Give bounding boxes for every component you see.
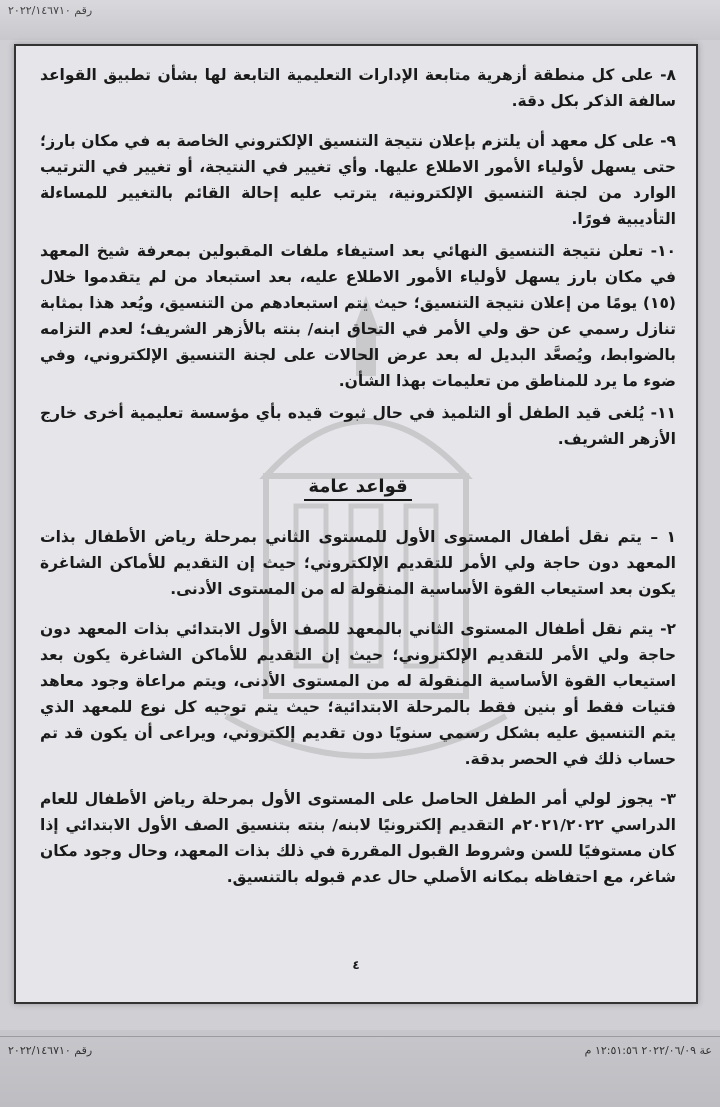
document-page [14, 44, 698, 1004]
general-rule-2: ٢- يتم نقل أطفال المستوى الثاني بالمعهد للصف الأول الابتدائي بذات المعهد دون حاجة ولي الأمر للتقديم الإلكتروني؛ حيث إن التقديم للأماكن الشاغرة يكون بعد استيعاب القوة الأساسية المنقولة له من المستوى الأدنى، ويتم مراعاة وجود معاهد فتيات فقط أو بنين فقط بالمرحلة الابتدائية؛ حيث يتم توجيه كل نوع للمعهد الذي يتم التنسيق عليه بشكل رسمي سنويًا دون تقديم إلكتروني، ويراعى أن يكون قد تم حساب ذلك في الحصر بدقة. [40, 620, 676, 768]
clause-10: ١٠- تعلن نتيجة التنسيق النهائي بعد استيفاء ملفات المقبولين بمعرفة شيخ المعهد في مكان بارز يسهل لأولياء الأمور الاطلاع عليه، بعد استبعاد من لم يتقدموا خلال (١٥) يومًا من إعلان نتيجة التنسيق؛ حيث يتم استبعادهم من التنسيق، ويُعد هذا بمثابة تنازل رسمي عن حق ولي الأمر في التحاق ابنه/ بنته بالأزهر الشريف؛ لعدم التزامه بالضوابط، ويُصعَّد البديل له بعد عرض الحالات على لجنة التنسيق الإلكتروني، وفي ضوء ما يرد للمناطق من تعليمات بهذا الشأن. [40, 242, 676, 390]
footer-reference-number: رقم ٢٠٢٢/١٤٦٧١٠ [8, 1044, 93, 1057]
document-body [40, 62, 676, 904]
footer-scan-strip [0, 1030, 720, 1107]
footer-timestamp: عة ٢٠٢٢/٠٦/٠٩ ١٢:٥١:٥٦ م [584, 1044, 712, 1057]
clause-8: ٨- على كل منطقة أزهرية متابعة الإدارات التعليمية التابعة لها بشأن تطبيق القواعد سالفة الذكر بكل دقة. [40, 66, 676, 110]
top-scan-strip [0, 0, 720, 40]
clause-9: ٩- على كل معهد أن يلتزم بإعلان نتيجة التنسيق الإلكتروني الخاصة به في مكان بارز؛ حتى يسهل لأولياء الأمور الاطلاع عليها. وأي تغيير في النتيجة، أو تغيير في الترتيب الوارد من لجنة التنسيق الإلكترونية، يترتب عليه إحالة القائم بالتغيير للمساءلة التأديبية فورًا. [40, 132, 676, 228]
footer-divider [0, 1036, 720, 1037]
section-heading [40, 474, 676, 500]
general-rule-3: ٣- يجوز لولي أمر الطفل الحاصل على المستوى الأول بمرحلة رياض الأطفال للعام الدراسي ٢٠٢١/٢٠٢٢م التقديم إلكترونيًا لابنه/ بنته بتنسيق الصف الأول الابتدائي إذا كان مستوفيًا للسن وشروط القبول المقررة في ذلك بذات المعهد، وحال وجود مكان شاغر، مع احتفاظه بمكانه الأصلي حال عدم قبوله بالتنسيق. [40, 790, 676, 886]
page-number: ٤ [352, 958, 360, 972]
clause-11: ١١- يُلغى قيد الطفل أو التلميذ في حال ثبوت قيده بأي مؤسسة تعليمية أخرى خارج الأزهر الشريف. [40, 404, 676, 448]
general-rule-1: ١ – يتم نقل أطفال المستوى الأول للمستوى الثاني بمرحلة رياض الأطفال بذات المعهد دون حاجة ولي الأمر للتقديم الإلكتروني؛ حيث إن التقديم للأماكن الشاغرة يكون بعد استيعاب القوة الأساسية المنقولة له من المستوى الأدنى. [40, 528, 676, 598]
section-heading-text: قواعد عامة [304, 476, 411, 501]
top-reference-number: رقم ٢٠٢٢/١٤٦٧١٠ [8, 4, 93, 17]
